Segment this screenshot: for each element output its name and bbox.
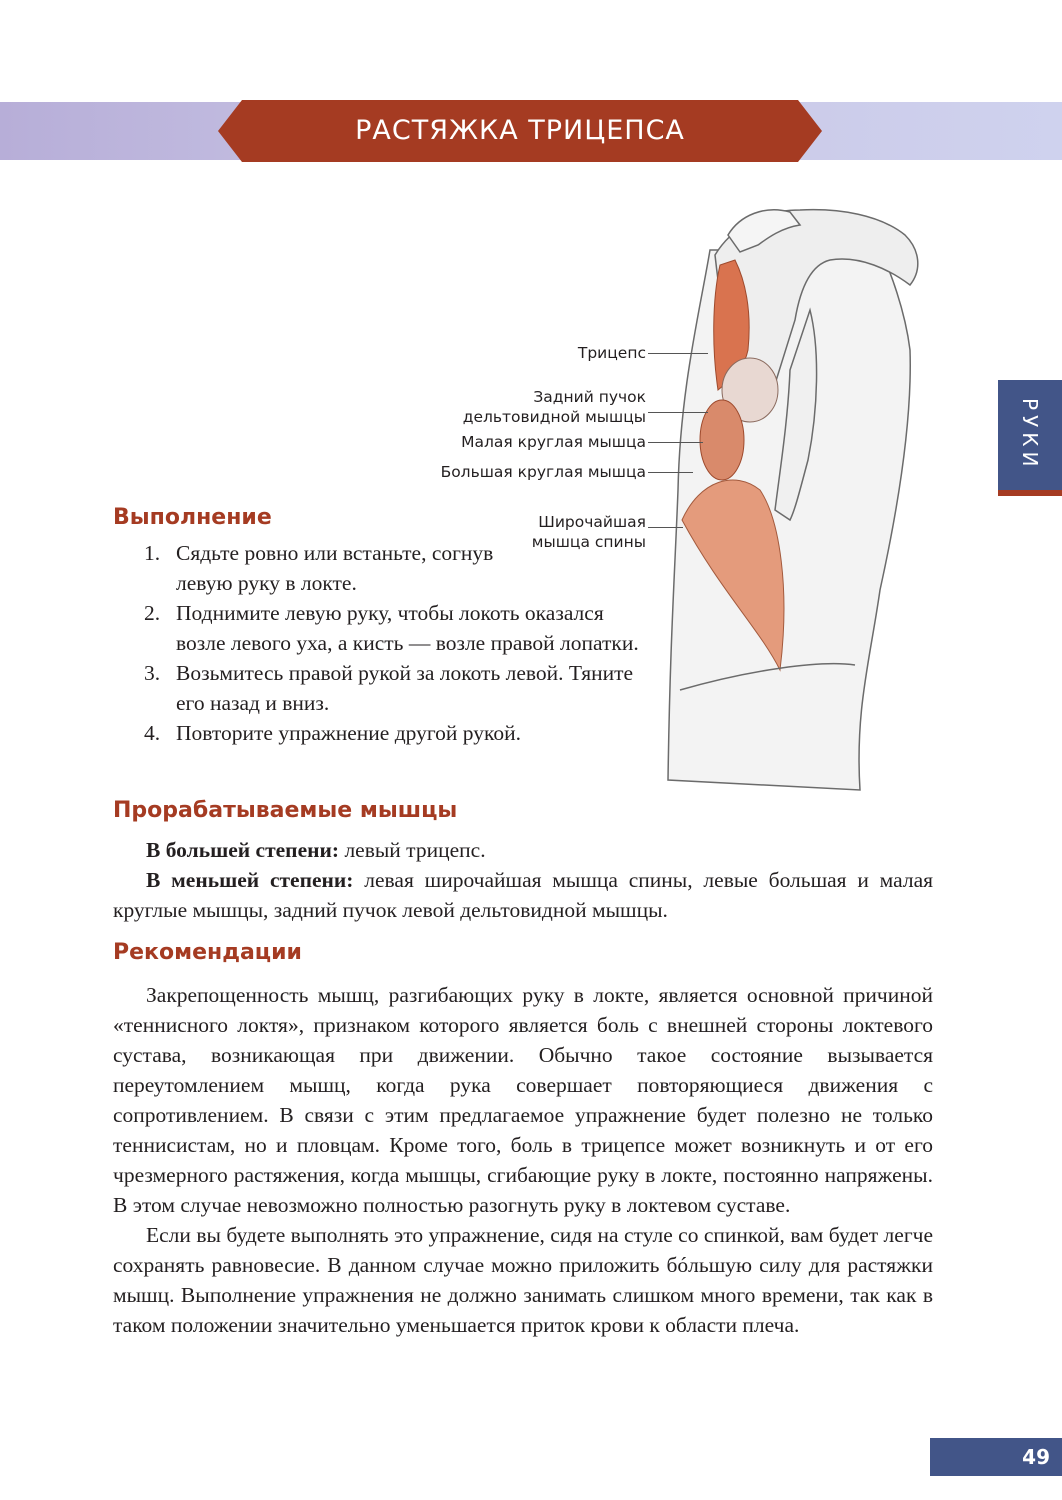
recommendations-body bbox=[113, 980, 933, 1340]
primary-text: левый трицепс. bbox=[339, 838, 486, 862]
recommendation-paragraph: Если вы будете выполнять это упражнение, сидя на стуле со спинкой, вам будет легче сохранять равновесие. В данном случае можно приложить бóльшую силу для растяжки мышц. Выполнение упражнения не должно занимать слишком много времени, так как в таком положении значительно уменьшается приток крови к области плеча. bbox=[113, 1223, 933, 1337]
callout-teres-major: Большая круглая мышца bbox=[440, 463, 646, 481]
triceps-stretch-illustration bbox=[640, 190, 930, 800]
step-number: 3. bbox=[144, 661, 161, 685]
step-number: 1. bbox=[144, 541, 161, 565]
callout-rear-deltoid: Задний пучок дельтовидной мышцы bbox=[462, 388, 646, 426]
step-text: Поднимите левую руку, чтобы локоть оказался возле левого уха, а кисть — возле правой лопатки. bbox=[176, 601, 639, 655]
step-text: Возьмитесь правой рукой за локоть левой. Тяните его назад и вниз. bbox=[176, 661, 634, 715]
step-text: Сядьте ровно или встаньте, согнув левую руку в локте. bbox=[176, 541, 494, 595]
primary-label: В большей степени: bbox=[146, 838, 340, 862]
step-text: Повторите упражнение другой рукой. bbox=[176, 721, 521, 745]
secondary-label: В меньшей степени: bbox=[146, 868, 354, 892]
section-tab-label: РУКИ bbox=[1018, 398, 1042, 472]
callout-latissimus: Широчайшая мышца спины bbox=[531, 513, 646, 551]
step-item bbox=[140, 598, 648, 658]
step-item bbox=[140, 718, 648, 748]
muscles-heading: Прорабатываемые мышцы bbox=[113, 798, 458, 823]
section-tab-stripe bbox=[998, 490, 1062, 496]
execution-heading: Выполнение bbox=[113, 505, 272, 530]
leader-teres-minor bbox=[648, 442, 703, 443]
execution-steps bbox=[140, 538, 660, 748]
leader-rear-deltoid bbox=[648, 412, 708, 413]
callout-triceps: Трицепс bbox=[577, 344, 646, 362]
secondary-muscles bbox=[113, 865, 933, 925]
muscles-body bbox=[113, 835, 933, 925]
step-number: 2. bbox=[144, 601, 161, 625]
callout-teres-minor: Малая круглая мышца bbox=[461, 433, 646, 451]
step-item bbox=[140, 538, 506, 598]
recommendations-heading: Рекомендации bbox=[113, 940, 302, 965]
primary-muscles bbox=[113, 835, 933, 865]
step-number: 4. bbox=[144, 721, 161, 745]
recommendation-paragraph: Закрепощенность мышц, разгибающих руку в локте, является основной причиной «теннисного локтя», признаком которого является боль с внешней стороны локтевого сустава, возникающая при движении. Обычно такое состояние вызывается переутомлением мышц, когда рука совершает повторяющиеся движения с сопротивлением. В связи с этим предлагаемое упражнение будет полезно не только теннисистам, но и пловцам. Кроме того, боль в трицепсе может возникнуть и от его чрезмерного растяжения, когда мышцы, сгибающие руку в локте, постоянно напряжены. В этом случае невозможно полностью разогнуть руку в локтевом суставе. bbox=[113, 983, 933, 1217]
leader-teres-major bbox=[648, 472, 693, 473]
step-item bbox=[140, 658, 648, 718]
page-number: 49 bbox=[1022, 1445, 1050, 1469]
leader-triceps bbox=[648, 353, 708, 354]
leader-latissimus bbox=[648, 527, 683, 528]
page-title: РАСТЯЖКА ТРИЦЕПСА bbox=[355, 115, 685, 146]
secondary-text: левая широчайшая мышца спины, левые большая и малая круглые мышцы, задний пучок левой дельтовидной мышцы. bbox=[113, 868, 934, 922]
